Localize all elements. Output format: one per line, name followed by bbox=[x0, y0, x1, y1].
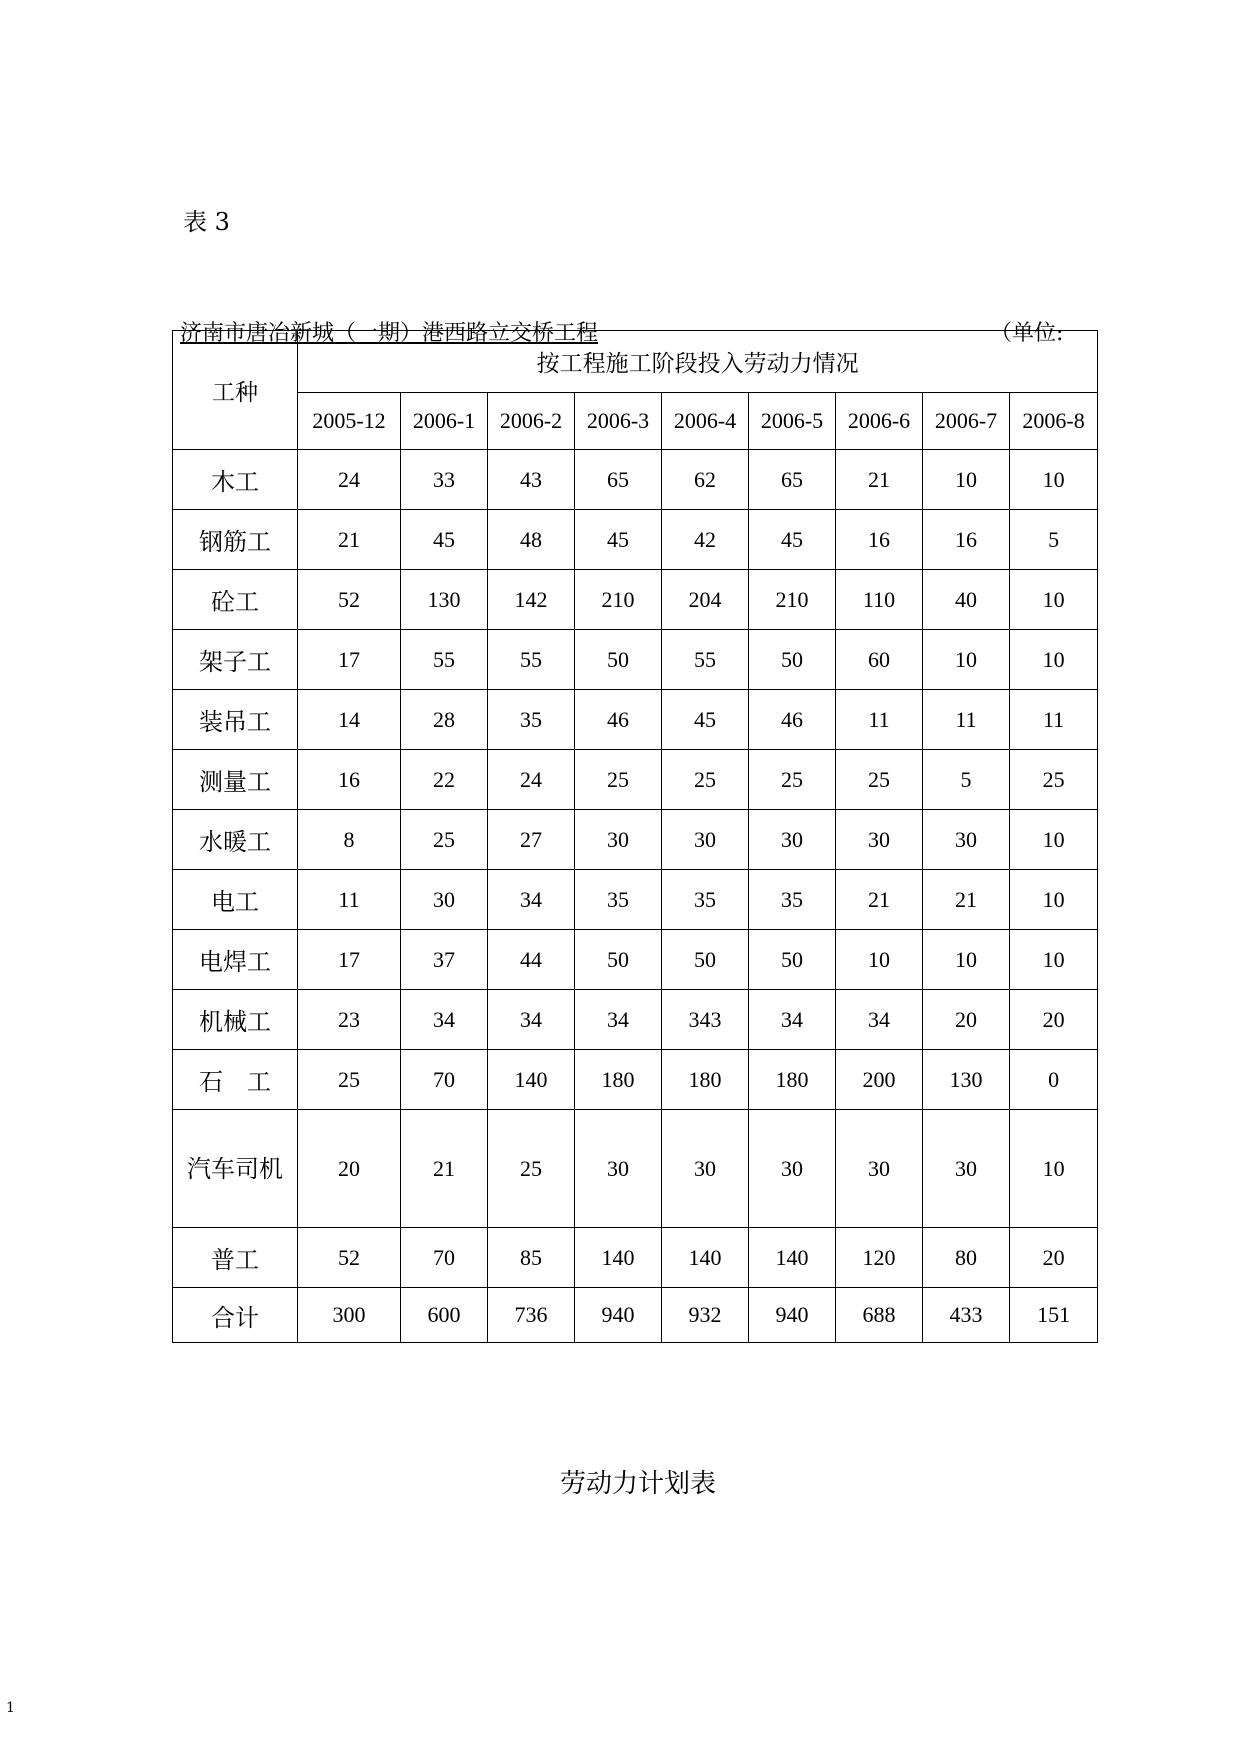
value-cell: 52 bbox=[298, 1228, 401, 1288]
header-type-col: 工种 bbox=[173, 331, 298, 450]
value-cell: 62 bbox=[662, 450, 749, 510]
value-cell: 736 bbox=[488, 1288, 575, 1343]
value-cell: 34 bbox=[488, 990, 575, 1050]
value-cell: 34 bbox=[401, 990, 488, 1050]
value-cell: 17 bbox=[298, 930, 401, 990]
value-cell: 24 bbox=[488, 750, 575, 810]
value-cell: 35 bbox=[488, 690, 575, 750]
value-cell: 140 bbox=[749, 1228, 836, 1288]
value-cell: 48 bbox=[488, 510, 575, 570]
worker-type-label: 装吊工 bbox=[199, 708, 271, 736]
value-cell: 25 bbox=[1010, 750, 1098, 810]
table-row bbox=[173, 870, 1098, 930]
worker-type-cell bbox=[173, 1288, 298, 1343]
value-cell: 43 bbox=[488, 450, 575, 510]
value-cell: 70 bbox=[401, 1050, 488, 1110]
value-cell: 11 bbox=[923, 690, 1010, 750]
value-cell: 50 bbox=[749, 930, 836, 990]
value-cell: 130 bbox=[923, 1050, 1010, 1110]
value-cell: 30 bbox=[662, 810, 749, 870]
value-cell: 25 bbox=[401, 810, 488, 870]
value-cell: 5 bbox=[923, 750, 1010, 810]
value-cell: 22 bbox=[401, 750, 488, 810]
value-cell: 50 bbox=[749, 630, 836, 690]
value-cell: 25 bbox=[749, 750, 836, 810]
worker-type-label: 电焊工 bbox=[199, 948, 271, 976]
value-cell: 33 bbox=[401, 450, 488, 510]
header-row-main bbox=[173, 331, 1098, 393]
value-cell: 11 bbox=[298, 870, 401, 930]
value-cell: 10 bbox=[1010, 570, 1098, 630]
value-cell: 140 bbox=[662, 1228, 749, 1288]
value-cell: 10 bbox=[923, 450, 1010, 510]
worker-type-label: 测量工 bbox=[199, 768, 271, 796]
value-cell: 180 bbox=[662, 1050, 749, 1110]
month-header: 2006-6 bbox=[836, 393, 923, 450]
value-cell: 21 bbox=[401, 1110, 488, 1228]
value-cell: 142 bbox=[488, 570, 575, 630]
value-cell: 55 bbox=[401, 630, 488, 690]
worker-type-cell bbox=[173, 690, 298, 750]
value-cell: 30 bbox=[662, 1110, 749, 1228]
value-cell: 34 bbox=[836, 990, 923, 1050]
value-cell: 10 bbox=[1010, 450, 1098, 510]
value-cell: 50 bbox=[575, 930, 662, 990]
value-cell: 30 bbox=[749, 810, 836, 870]
value-cell: 30 bbox=[836, 810, 923, 870]
worker-type-cell bbox=[173, 450, 298, 510]
value-cell: 34 bbox=[749, 990, 836, 1050]
worker-type-cell bbox=[173, 1228, 298, 1288]
value-cell: 28 bbox=[401, 690, 488, 750]
value-cell: 8 bbox=[298, 810, 401, 870]
worker-type-cell bbox=[173, 1110, 298, 1228]
table-row bbox=[173, 450, 1098, 510]
worker-type-label: 合计 bbox=[211, 1303, 259, 1332]
worker-type-cell bbox=[173, 930, 298, 990]
value-cell: 30 bbox=[749, 1110, 836, 1228]
worker-type-label: 机械工 bbox=[199, 1008, 271, 1036]
value-cell: 50 bbox=[575, 630, 662, 690]
value-cell: 10 bbox=[1010, 870, 1098, 930]
value-cell: 27 bbox=[488, 810, 575, 870]
worker-type-cell bbox=[173, 990, 298, 1050]
value-cell: 0 bbox=[1010, 1050, 1098, 1110]
value-cell: 5 bbox=[1010, 510, 1098, 570]
value-cell: 25 bbox=[488, 1110, 575, 1228]
page-number: 1 bbox=[6, 1700, 15, 1716]
value-cell: 21 bbox=[836, 870, 923, 930]
value-cell: 140 bbox=[575, 1228, 662, 1288]
value-cell: 151 bbox=[1010, 1288, 1098, 1343]
worker-type-label: 木工 bbox=[211, 468, 259, 496]
month-header: 2006-8 bbox=[1010, 393, 1098, 450]
header-row-months bbox=[173, 393, 1098, 450]
value-cell: 180 bbox=[749, 1050, 836, 1110]
value-cell: 120 bbox=[836, 1228, 923, 1288]
value-cell: 45 bbox=[662, 690, 749, 750]
table-row bbox=[173, 690, 1098, 750]
worker-type-cell bbox=[173, 750, 298, 810]
value-cell: 21 bbox=[298, 510, 401, 570]
worker-type-label: 水暖工 bbox=[199, 828, 271, 856]
value-cell: 21 bbox=[836, 450, 923, 510]
value-cell: 34 bbox=[488, 870, 575, 930]
value-cell: 10 bbox=[1010, 1110, 1098, 1228]
value-cell: 14 bbox=[298, 690, 401, 750]
value-cell: 45 bbox=[575, 510, 662, 570]
worker-type-cell bbox=[173, 570, 298, 630]
value-cell: 20 bbox=[298, 1110, 401, 1228]
project-title: 济南市唐冶新城（一期）港西路立交桥工程 bbox=[180, 321, 599, 346]
table-row bbox=[173, 750, 1098, 810]
value-cell: 180 bbox=[575, 1050, 662, 1110]
value-cell: 30 bbox=[575, 1110, 662, 1228]
value-cell: 110 bbox=[836, 570, 923, 630]
worker-type-label: 汽车司机 bbox=[187, 1154, 283, 1183]
value-cell: 16 bbox=[298, 750, 401, 810]
table-row bbox=[173, 1110, 1098, 1228]
value-cell: 10 bbox=[836, 930, 923, 990]
value-cell: 46 bbox=[749, 690, 836, 750]
value-cell: 30 bbox=[923, 1110, 1010, 1228]
header-main: 按工程施工阶段投入劳动力情况 bbox=[298, 331, 1098, 393]
worker-type-label: 砼工 bbox=[211, 588, 259, 616]
value-cell: 25 bbox=[575, 750, 662, 810]
worker-type-cell bbox=[173, 510, 298, 570]
table-row bbox=[173, 1228, 1098, 1288]
value-cell: 20 bbox=[1010, 1228, 1098, 1288]
value-cell: 45 bbox=[749, 510, 836, 570]
value-cell: 688 bbox=[836, 1288, 923, 1343]
value-cell: 130 bbox=[401, 570, 488, 630]
value-cell: 16 bbox=[836, 510, 923, 570]
value-cell: 24 bbox=[298, 450, 401, 510]
value-cell: 35 bbox=[575, 870, 662, 930]
value-cell: 600 bbox=[401, 1288, 488, 1343]
value-cell: 30 bbox=[923, 810, 1010, 870]
labor-plan-table bbox=[172, 330, 1098, 1343]
value-cell: 40 bbox=[923, 570, 1010, 630]
value-cell: 210 bbox=[749, 570, 836, 630]
value-cell: 300 bbox=[298, 1288, 401, 1343]
value-cell: 433 bbox=[923, 1288, 1010, 1343]
value-cell: 10 bbox=[1010, 630, 1098, 690]
value-cell: 60 bbox=[836, 630, 923, 690]
table-row bbox=[173, 1050, 1098, 1110]
value-cell: 25 bbox=[298, 1050, 401, 1110]
unit-label: （单位: bbox=[990, 321, 1064, 346]
table-label: 表 3 bbox=[183, 208, 230, 236]
value-cell: 70 bbox=[401, 1228, 488, 1288]
value-cell: 11 bbox=[1010, 690, 1098, 750]
value-cell: 46 bbox=[575, 690, 662, 750]
value-cell: 85 bbox=[488, 1228, 575, 1288]
month-header: 2005-12 bbox=[298, 393, 401, 450]
table-row bbox=[173, 570, 1098, 630]
value-cell: 20 bbox=[923, 990, 1010, 1050]
value-cell: 11 bbox=[836, 690, 923, 750]
value-cell: 204 bbox=[662, 570, 749, 630]
value-cell: 45 bbox=[401, 510, 488, 570]
worker-type-label: 架子工 bbox=[199, 648, 271, 676]
value-cell: 25 bbox=[836, 750, 923, 810]
total-row bbox=[173, 1288, 1098, 1343]
month-header: 2006-1 bbox=[401, 393, 488, 450]
worker-type-label: 钢筋工 bbox=[199, 528, 271, 556]
value-cell: 343 bbox=[662, 990, 749, 1050]
value-cell: 210 bbox=[575, 570, 662, 630]
table-row bbox=[173, 630, 1098, 690]
value-cell: 20 bbox=[1010, 990, 1098, 1050]
worker-type-cell bbox=[173, 810, 298, 870]
value-cell: 23 bbox=[298, 990, 401, 1050]
worker-type-cell bbox=[173, 1050, 298, 1110]
month-header: 2006-5 bbox=[749, 393, 836, 450]
value-cell: 80 bbox=[923, 1228, 1010, 1288]
worker-type-cell bbox=[173, 630, 298, 690]
value-cell: 25 bbox=[662, 750, 749, 810]
table-row bbox=[173, 510, 1098, 570]
value-cell: 44 bbox=[488, 930, 575, 990]
value-cell: 30 bbox=[401, 870, 488, 930]
value-cell: 10 bbox=[923, 930, 1010, 990]
value-cell: 30 bbox=[836, 1110, 923, 1228]
value-cell: 932 bbox=[662, 1288, 749, 1343]
value-cell: 50 bbox=[662, 930, 749, 990]
value-cell: 16 bbox=[923, 510, 1010, 570]
value-cell: 37 bbox=[401, 930, 488, 990]
table-row bbox=[173, 930, 1098, 990]
value-cell: 65 bbox=[749, 450, 836, 510]
value-cell: 52 bbox=[298, 570, 401, 630]
value-cell: 21 bbox=[923, 870, 1010, 930]
month-header: 2006-7 bbox=[923, 393, 1010, 450]
value-cell: 10 bbox=[923, 630, 1010, 690]
value-cell: 200 bbox=[836, 1050, 923, 1110]
value-cell: 10 bbox=[1010, 930, 1098, 990]
value-cell: 35 bbox=[662, 870, 749, 930]
month-header: 2006-2 bbox=[488, 393, 575, 450]
value-cell: 140 bbox=[488, 1050, 575, 1110]
value-cell: 35 bbox=[749, 870, 836, 930]
month-header: 2006-3 bbox=[575, 393, 662, 450]
table-caption: 劳动力计划表 bbox=[560, 1469, 717, 1499]
value-cell: 17 bbox=[298, 630, 401, 690]
value-cell: 55 bbox=[662, 630, 749, 690]
value-cell: 940 bbox=[749, 1288, 836, 1343]
worker-type-label: 普工 bbox=[211, 1246, 259, 1274]
worker-type-label: 石 工 bbox=[199, 1068, 271, 1096]
value-cell: 34 bbox=[575, 990, 662, 1050]
value-cell: 42 bbox=[662, 510, 749, 570]
value-cell: 30 bbox=[575, 810, 662, 870]
worker-type-label: 电工 bbox=[211, 888, 259, 916]
value-cell: 10 bbox=[1010, 810, 1098, 870]
table-row bbox=[173, 990, 1098, 1050]
value-cell: 65 bbox=[575, 450, 662, 510]
month-header: 2006-4 bbox=[662, 393, 749, 450]
value-cell: 55 bbox=[488, 630, 575, 690]
worker-type-cell bbox=[173, 870, 298, 930]
value-cell: 940 bbox=[575, 1288, 662, 1343]
table-row bbox=[173, 810, 1098, 870]
